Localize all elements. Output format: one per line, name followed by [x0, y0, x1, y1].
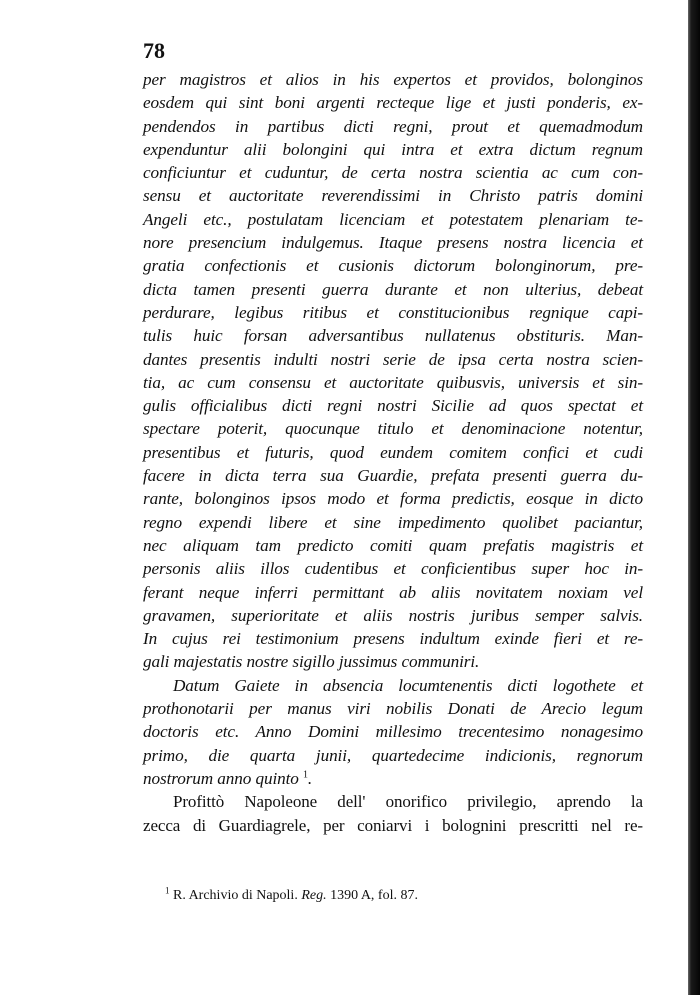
- text-line-content: rante, bolonginos ipsos modo et forma predictis, eosque in dicto: [143, 489, 643, 509]
- text-line: [143, 394, 643, 417]
- text-line-content: gravamen, superioritate et aliis nostris juribus semper salvis.: [143, 605, 643, 625]
- text-line-content: nostrorum anno quinto: [143, 768, 299, 788]
- text-line-content: In cujus rei testimonium presens indultum exinde fieri et re-: [143, 629, 643, 649]
- footnote-source: R. Archivio di Napoli.: [173, 888, 298, 903]
- text-line-content: expenduntur alii bolongini qui intra et extra dictum regnum: [143, 139, 643, 159]
- text-line-content: perdurare, legibus ritibus et constitucionibus regnique capi-: [143, 302, 643, 322]
- text-line-content: gulis officialibus dicti regni nostri Sicilie ad quos spectat et: [143, 396, 643, 416]
- text-line: [143, 650, 643, 673]
- text-line-content: tulis huic forsan adversantibus nullatenus obstituris. Man-: [143, 326, 643, 346]
- text-line: [143, 348, 643, 371]
- text-line: [143, 278, 643, 301]
- text-line-content: presentibus et futuris, quod eundem comitem confici et cudi: [143, 442, 643, 462]
- text-line-content: prothonotarii per manus viri nobilis Donati de Arecio legum: [143, 699, 643, 719]
- text-line: [143, 68, 643, 91]
- text-line-content: personis aliis illos cudentibus et conficientibus super hoc in-: [143, 559, 643, 579]
- text-line-content: facere in dicta terra sua Guardie, prefata presenti guerra du-: [143, 466, 643, 486]
- text-line-content: Datum Gaiete in absencia locumtenentis dicti logothete et: [173, 675, 643, 695]
- body-text: [143, 68, 643, 837]
- page-number: 78: [143, 38, 165, 63]
- text-line-content: conficiuntur et cuduntur, de certa nostra scientia ac cum con-: [143, 163, 643, 183]
- text-line: [143, 301, 643, 324]
- text-line: [143, 138, 643, 161]
- text-line-content: dicta tamen presenti guerra durante et non ulterius, debeat: [143, 279, 643, 299]
- text-line: [143, 254, 643, 277]
- footnote-register: Reg.: [301, 888, 327, 903]
- text-line-content: zecca di Guardiagrele, per coniarvi i bolognini prescritti nel re-: [143, 815, 643, 835]
- text-line: [143, 161, 643, 184]
- text-line: [143, 581, 643, 604]
- latin-document-paragraph: [143, 68, 643, 674]
- text-line: [143, 184, 643, 207]
- text-line-content: tia, ac cum consensu et auctoritate quibusvis, universis et sin-: [143, 372, 643, 392]
- page-edge-shadow: [688, 0, 700, 995]
- text-line: [143, 441, 643, 464]
- text-line-content: Angeli etc., postulatam licenciam et potestatem plenariam te-: [143, 209, 643, 229]
- text-line: [143, 697, 643, 720]
- text-line-content: per magistros et alios in his expertos et providos, bolonginos: [143, 70, 643, 89]
- text-line: [143, 814, 643, 837]
- text-line-content: regno expendi libere et sine impedimento quolibet paciantur,: [143, 512, 643, 532]
- datum-paragraph: [143, 674, 643, 790]
- text-line: [143, 417, 643, 440]
- footnote-mark: 1: [165, 885, 170, 896]
- text-line: [143, 371, 643, 394]
- text-line: [143, 744, 643, 767]
- text-line: nostrorum anno quinto $^1$.: [143, 768, 313, 788]
- text-line: [143, 511, 643, 534]
- footnote-detail: 1390 A, fol. 87.: [330, 888, 418, 903]
- text-line: [143, 464, 643, 487]
- text-line: [143, 324, 643, 347]
- text-line: [143, 674, 643, 697]
- footnote: [165, 885, 418, 904]
- text-line: [143, 231, 643, 254]
- text-line: [143, 115, 643, 138]
- text-line: [143, 91, 643, 114]
- text-line-content: doctoris etc. Anno Domini millesimo trecentesimo nonagesimo: [143, 722, 643, 742]
- text-line-content: gali majestatis nostre sigillo jussimus communiri.: [143, 652, 480, 672]
- text-line-content: nec aliquam tam predicto comiti quam prefatis magistris et: [143, 535, 643, 555]
- text-line-content: Profittò Napoleone dell' onorifico privilegio, aprendo la: [173, 792, 643, 812]
- text-line: [143, 557, 643, 580]
- text-line: [143, 604, 643, 627]
- italian-paragraph: [143, 790, 643, 837]
- text-line: [143, 790, 643, 813]
- text-line-content: pendendos in partibus dicti regni, prout et quemadmodum: [143, 116, 643, 136]
- text-line-content: gratia confectionis et cusionis dictorum bolonginorum, pre-: [143, 256, 643, 276]
- text-line-content: dantes presentis indulti nostri serie de ipsa certa nostra scien-: [143, 349, 643, 369]
- text-line: [143, 534, 643, 557]
- text-line-content: eosdem qui sint boni argenti recteque lige et justi ponderis, ex-: [143, 93, 643, 113]
- text-line-content: spectare poterit, quocunque titulo et denominacione notentur,: [143, 419, 643, 439]
- text-line-content: nore presencium indulgemus. Itaque presens nostra licencia et: [143, 233, 643, 253]
- text-line-content: sensu et auctoritate reverendissimi in Christo patris domini: [143, 186, 643, 206]
- text-line: [143, 720, 643, 743]
- footnote-reference: 1: [303, 769, 308, 781]
- text-line: [143, 627, 643, 650]
- text-line: [143, 487, 643, 510]
- text-line-content: ferant neque inferri permittant ab aliis novitatem noxiam vel: [143, 582, 643, 602]
- text-line-content: primo, die quarta junii, quartedecime indicionis, regnorum: [143, 745, 643, 765]
- text-line: [143, 208, 643, 231]
